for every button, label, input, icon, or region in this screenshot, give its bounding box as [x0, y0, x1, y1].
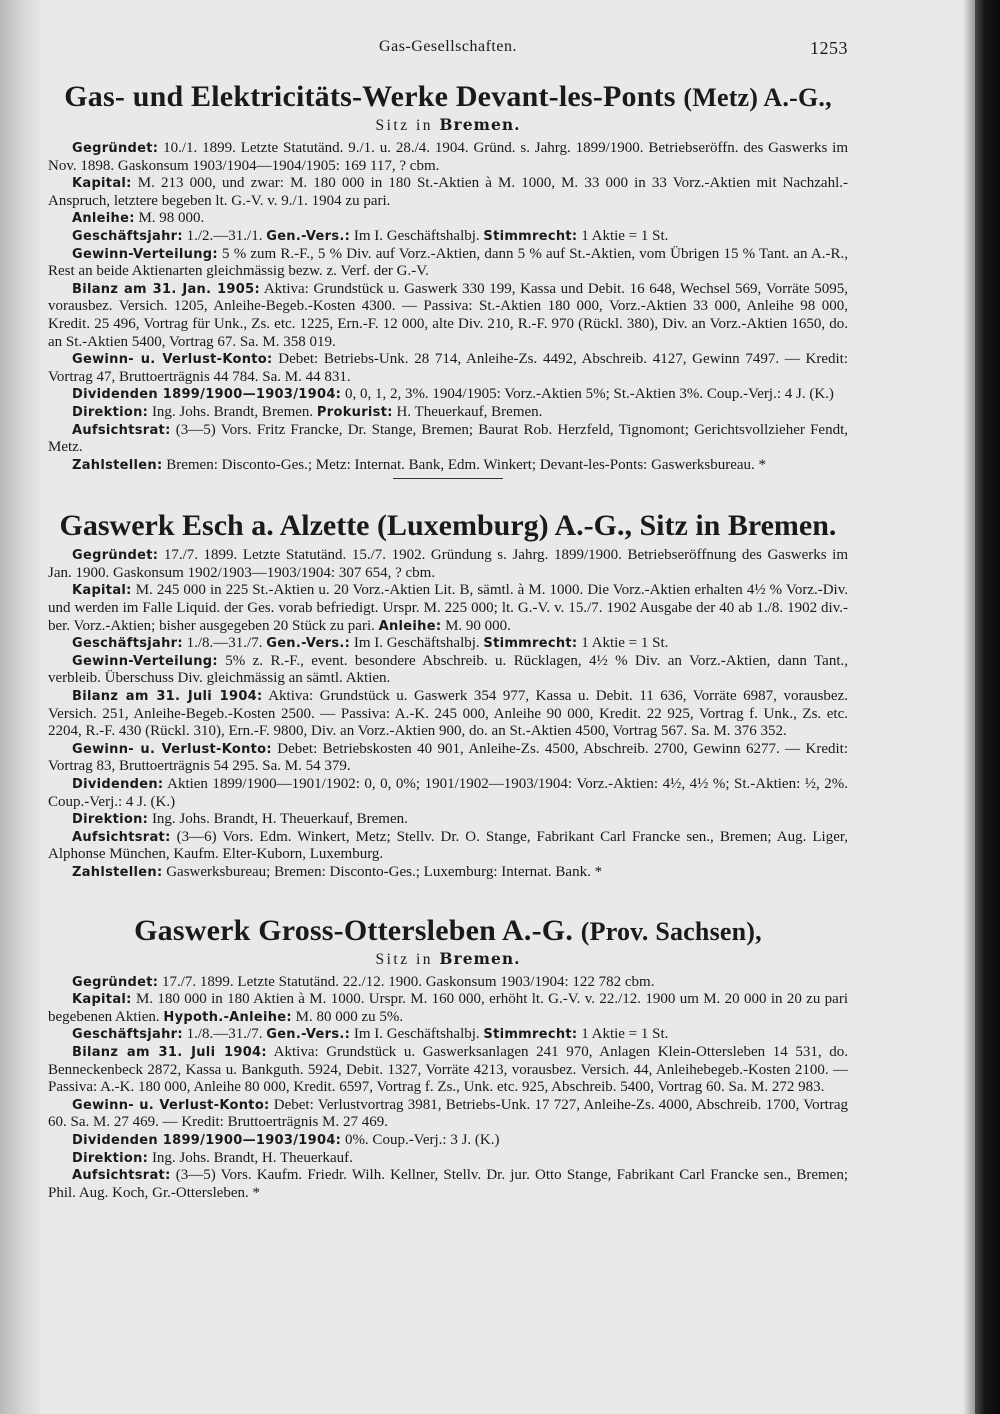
- entry-paragraph: [48, 422, 848, 457]
- paragraph-keyword: Hypoth.-Anleihe:: [163, 1009, 292, 1025]
- paragraph-text: Ing. Johs. Brandt, H. Theuerkauf.: [148, 1149, 353, 1166]
- paragraph-keyword: Stimmrecht:: [483, 228, 578, 244]
- entry-title: Gaswerk Esch a. Alzette (Luxemburg) A.-G., Sitz in Bremen.: [59, 509, 837, 543]
- paragraph-text: 1 Aktie = 1 St.: [577, 227, 669, 244]
- entry-paragraph: [48, 864, 848, 882]
- entry-title-paren: (Metz) A.-G.,: [683, 83, 832, 112]
- entry-title-main: Gas- und Elektricitäts-Werke Devant-les-Ponts: [64, 80, 676, 113]
- entry-paragraph: [48, 210, 848, 228]
- paragraph-keyword: Direktion:: [72, 812, 149, 828]
- paragraph-keyword: Geschäftsjahr:: [72, 228, 183, 244]
- paragraph-keyword: Prokurist:: [316, 404, 393, 420]
- paragraph-keyword: Aufsichtsrat:: [72, 422, 171, 438]
- page-number: 1253: [810, 38, 848, 58]
- paragraph-text: 1 Aktie = 1 St.: [577, 635, 669, 652]
- entry-paragraph: [48, 547, 848, 582]
- entry-paragraph: [48, 582, 848, 635]
- entry-paragraph: [48, 1097, 848, 1132]
- paragraph-keyword: Gegründet:: [72, 548, 159, 564]
- paragraph-text: M. 245 000 in 225 St.-Aktien u. 20 Vorz.-Aktien Lit. B, sämtl. à M. 1000. Die Vorz.-Aktien erhalten 4½ % Vorz.-Div. und werden im Falle Liquid. der Ges. vorab befriedigt. Urspr. M. 225 000; lt. G.-V. v. 15./7. 1902 Ausgabe der 40 ab 1./8. 1902 div.-ber. Vorz.-Aktien; bisher ausgegeben 20 Stück zu pari.: [48, 582, 848, 634]
- paragraph-text: 0%. Coup.-Verj.: 3 J. (K.): [341, 1131, 500, 1148]
- paragraph-keyword: Zahlstellen:: [72, 457, 163, 473]
- entry-paragraph: [48, 776, 848, 811]
- entry-paragraph: [48, 1132, 848, 1150]
- entry-paragraph: [48, 386, 848, 404]
- paragraph-keyword: Geschäftsjahr:: [72, 1027, 183, 1043]
- entry-body: [48, 140, 848, 474]
- paragraph-text: M. 213 000, und zwar: M. 180 000 in 180 St.-Aktien à M. 1000, M. 33 000 in 33 Vorz.-Aktien mit Nachzahl.-Anspruch, letztere begeben lt. G.-V. v. 9./1. 1904 zu pari.: [48, 175, 848, 209]
- entry-paragraph: [48, 811, 848, 829]
- paragraph-text: (3—6) Vors. Edm. Winkert, Metz; Stellv. Dr. O. Stange, Fabrikant Carl Francke sen., Bremen; Aug. Liger, Alphonse München, Kaufm. Elter-Kuborn, Luxemburg.: [48, 828, 848, 863]
- paragraph-keyword: Geschäftsjahr:: [72, 636, 183, 652]
- paragraph-keyword: Stimmrecht:: [483, 636, 578, 652]
- paragraph-text: Aktiva: Grundstück u. Gaswerk 330 199, Kassa und Debit. 16 648, Wechsel 569, Vorräte 5095, vorausbez. Versich. 1205, Anleihe-Begeb.-Kosten 4300. — Passiva: St.-Aktien 180 000, Vorz.-Aktien 33 000, Anleihe 98 000, Kredit. 25 496, Vortrag für Unk., Zs. etc. 1225, Ern.-F. 12 000, alte Div. 210, R.-F. 970 (Rückl. 380), Div. an Vorz.-Aktien 1650, do. an St.-Aktien 5400, Vortrag 67. Sa. M. 358 019.: [48, 280, 849, 350]
- page-content: [48, 38, 848, 1202]
- paragraph-keyword: Gen.-Vers.:: [266, 1027, 351, 1043]
- paragraph-text: Im I. Geschäftshalbj.: [350, 227, 484, 244]
- paragraph-text: 1./8.—31./7.: [182, 635, 267, 652]
- paragraph-keyword: Kapital:: [72, 176, 132, 192]
- entry-body: [48, 974, 848, 1203]
- entry-seat: [48, 115, 848, 136]
- entry-title-paren: (Prov. Sachsen),: [580, 916, 762, 946]
- entry-seat-place: Bremen.: [439, 115, 521, 134]
- paragraph-keyword: Kapital:: [72, 992, 132, 1008]
- paragraph-text: Bremen: Disconto-Ges.; Metz: Internat. Bank, Edm. Winkert; Devant-les-Ponts: Gaswerksbureau. *: [162, 456, 767, 473]
- entry-paragraph: [48, 1044, 848, 1097]
- entry-paragraph: [48, 829, 848, 864]
- section-divider: [393, 478, 503, 479]
- paragraph-text: Aktiva: Grundstück u. Gaswerksanlagen 241 970, Anlagen Klein-Ottersleben 14 531, do. Benneckenbeck 2872, Kassa u. Bankguth. 5924, Debit. 1327, Vorräte 4213, vorausbez. Versich. 44, Anleihebegeb.-Kosten 2100. — Passiva: A.-K. 180 000, Anleihe 80 000, Kredit. 6597, Vortrag f. Zs., Unk. etc. 925, Abschreib. 5400, Vortrag 60. Sa. M. 272 983.: [48, 1043, 848, 1096]
- paragraph-keyword: Gegründet:: [72, 974, 159, 990]
- entry-paragraph: [48, 281, 848, 351]
- paragraph-keyword: Dividenden 1899/1900—1903/1904:: [72, 1132, 342, 1148]
- entry-seat-place: Bremen.: [439, 948, 521, 968]
- entry-paragraph: [48, 688, 848, 741]
- entry-paragraph: [48, 974, 848, 992]
- paragraph-text: 1./2.—31./1.: [182, 227, 267, 244]
- entry-paragraph: [48, 1150, 848, 1168]
- paragraph-text: 17./7. 1899. Letzte Statutänd. 15./7. 1902. Gründung s. Jahrg. 1899/1900. Betriebseröffnung des Gaswerks im Jan. 1900. Gaskonsum 1902/1903—1903/1904: 307 654, ? cbm.: [48, 547, 848, 581]
- paragraph-keyword: Gen.-Vers.:: [266, 636, 351, 652]
- paragraph-text: 10./1. 1899. Letzte Statutänd. 9./1. u. 28./4. 1904. Gründ. s. Jahrg. 1899/1900. Betriebseröffn. des Gaswerks im Nov. 1898. Gaskonsum 1903/1904—1904/1905: 169 117, ? cbm.: [48, 140, 848, 174]
- entry-title: [48, 80, 848, 115]
- paragraph-keyword: Gegründet:: [72, 141, 159, 156]
- paragraph-keyword: Aufsichtsrat:: [72, 1168, 171, 1184]
- entry-paragraph: [48, 228, 848, 246]
- entry-paragraph: [48, 457, 848, 475]
- paragraph-keyword: Zahlstellen:: [72, 864, 163, 880]
- paragraph-text: H. Theuerkauf, Bremen.: [392, 403, 543, 420]
- paragraph-text: Debet: Verlustvortrag 3981, Betriebs-Unk. 17 727, Anleihe-Zs. 4000, Abschreib. 1700, Vortrag 60. Sa. M. 27 469. — Kredit: Bruttoerträgnis M. 27 469.: [48, 1096, 848, 1131]
- entry-paragraph: [48, 175, 848, 210]
- paragraph-text: Aktien 1899/1900—1901/1902: 0, 0, 0%; 1901/1902—1903/1904: Vorz.-Aktien: 4½, 4½ %; St.-Aktien: ½, 2%. Coup.-Verj.: 4 J. (K.): [48, 776, 848, 810]
- paragraph-keyword: Gewinn- u. Verlust-Konto:: [72, 741, 272, 757]
- paragraph-keyword: Gen.-Vers.:: [266, 228, 351, 244]
- entry-paragraph: [48, 404, 848, 422]
- paragraph-keyword: Dividenden:: [72, 777, 164, 792]
- paragraph-text: 17./7. 1899. Letzte Statutänd. 22./12. 1900. Gaskonsum 1903/1904: 122 782 cbm.: [158, 973, 655, 990]
- entry-paragraph: [48, 1167, 848, 1202]
- paragraph-text: Aktiva: Grundstück u. Gaswerk 354 977, Kassa u. Debit. 11 636, Vorräte 6987, vorausbez. Versich. 251, Anleihe-Begeb.-Kosten 2500. — Passiva: A.-K. 245 000, Anleihe 90 000, Kredit. 22 925, Vortrag f. Unk., Zs. etc. 2204, R.-F. 430 (Rückl. 310), Ern.-F. 9800, Div. an Vorz.-Aktien 900, do. an St.-Aktien 4500, Vortrag 567. Sa. M. 376 352.: [48, 688, 849, 740]
- page-gutter-right: [975, 0, 1000, 1414]
- entry-paragraph: [48, 1026, 848, 1044]
- running-head-title: Gas-Gesellschaften.: [379, 38, 517, 55]
- entry-paragraph: [48, 635, 848, 653]
- paragraph-text: Im I. Geschäftshalbj.: [350, 635, 484, 652]
- entry-paragraph: [48, 140, 848, 175]
- paragraph-keyword: Anleihe:: [72, 211, 135, 227]
- paragraph-text: (3—5) Vors. Fritz Francke, Dr. Stange, Bremen; Baurat Rob. Herzfeld, Tignomont; Gerichtsvollzieher Fendt, Metz.: [48, 421, 848, 456]
- entry-paragraph: [48, 246, 848, 281]
- paragraph-keyword: Anleihe:: [378, 618, 442, 634]
- paragraph-keyword: Direktion:: [72, 404, 149, 420]
- entry-title: [48, 914, 848, 949]
- paragraph-text: Ing. Johs. Brandt, H. Theuerkauf, Bremen.: [148, 811, 408, 828]
- paragraph-text: M. 90 000.: [441, 617, 511, 634]
- paragraph-keyword: Bilanz am 31. Juli 1904:: [72, 689, 263, 705]
- entry-paragraph: [48, 653, 848, 688]
- entry-title-main: Gaswerk Gross-Ottersleben A.-G.: [134, 913, 574, 947]
- paragraph-keyword: Dividenden 1899/1900—1903/1904:: [72, 387, 342, 403]
- entry-seat-prefix: Sitz in: [375, 117, 434, 134]
- paragraph-text: 0, 0, 1, 2, 3%. 1904/1905: Vorz.-Aktien 5%; St.-Aktien 3%. Coup.-Verj.: 4 J. (K.): [341, 386, 834, 403]
- paragraph-text: (3—5) Vors. Kaufm. Friedr. Wilh. Kellner, Stellv. Dr. jur. Otto Stange, Fabrikant Carl Francke sen., Bremen; Phil. Aug. Koch, Gr.-Ottersleben. *: [48, 1167, 848, 1201]
- paragraph-keyword: Aufsichtsrat:: [72, 829, 171, 845]
- entry-seat: [48, 949, 848, 970]
- paragraph-text: M. 98 000.: [134, 210, 205, 227]
- entry-paragraph: [48, 351, 848, 386]
- paragraph-text: Gaswerksbureau; Bremen: Disconto-Ges.; Luxemburg: Internat. Bank. *: [162, 863, 603, 880]
- company-entry-esch-alzette: [48, 509, 848, 901]
- paragraph-text: 1./8.—31./7.: [182, 1026, 267, 1043]
- paragraph-text: Debet: Betriebs-Unk. 28 714, Anleihe-Zs. 4492, Abschreib. 4127, Gewinn 7497. — Kredit: Vortrag 47, Bruttoerträgnis 44 784. Sa. M. 44 831.: [48, 351, 848, 385]
- running-head: [48, 38, 848, 68]
- page-gutter-left: [0, 0, 40, 1414]
- paragraph-text: Im I. Geschäftshalbj.: [350, 1026, 484, 1043]
- paragraph-keyword: Kapital:: [72, 583, 132, 599]
- paragraph-keyword: Gewinn- u. Verlust-Konto:: [72, 352, 273, 368]
- company-entry-gross-ottersleben: [48, 914, 848, 1203]
- paragraph-text: 5% z. R.-F., event. besondere Abschreib. u. Rücklagen, 4½ % Div. an Vorz.-Aktien, dann Tant., verbleib. Überschuss Div. gleichmässig an sämtl. Aktien.: [48, 652, 848, 687]
- entry-seat-prefix: Sitz in: [375, 950, 434, 968]
- entry-paragraph: [48, 741, 848, 776]
- paragraph-text: 5 % zum R.-F., 5 % Div. auf Vorz.-Aktien, dann 5 % auf St.-Aktien, vom Übrigen 15 % Tant. an A.-R., Rest an beide Aktienarten gleichmässig bezw. z. Verf. der G.-V.: [48, 245, 848, 280]
- entry-body: [48, 547, 848, 881]
- entry-paragraph: [48, 991, 848, 1026]
- company-entry-devant-les-ponts: [48, 80, 848, 479]
- paragraph-keyword: Gewinn-Verteilung:: [72, 246, 218, 262]
- paragraph-text: Ing. Johs. Brandt, Bremen.: [148, 403, 317, 420]
- paragraph-text: 1 Aktie = 1 St.: [577, 1026, 669, 1043]
- paragraph-keyword: Gewinn-Verteilung:: [72, 653, 218, 669]
- paragraph-text: Debet: Betriebskosten 40 901, Anleihe-Zs. 4500, Abschreib. 2700, Gewinn 6277. — Kredit: Vortrag 83, Bruttoerträgnis 54 295. Sa. M. 54 379.: [48, 740, 848, 775]
- paragraph-keyword: Gewinn- u. Verlust-Konto:: [72, 1097, 270, 1113]
- paragraph-keyword: Direktion:: [72, 1150, 149, 1166]
- paragraph-text: M. 80 000 zu 5%.: [291, 1008, 404, 1025]
- paragraph-keyword: Bilanz am 31. Juli 1904:: [72, 1044, 267, 1060]
- paragraph-text: M. 180 000 in 180 Aktien à M. 1000. Urspr. M. 160 000, erhöht lt. G.-V. v. 22./12. 1900 um M. 20 000 in 20 zu pari begebenen Aktien.: [48, 991, 848, 1025]
- paragraph-keyword: Stimmrecht:: [483, 1027, 578, 1043]
- paragraph-keyword: Bilanz am 31. Jan. 1905:: [72, 281, 260, 297]
